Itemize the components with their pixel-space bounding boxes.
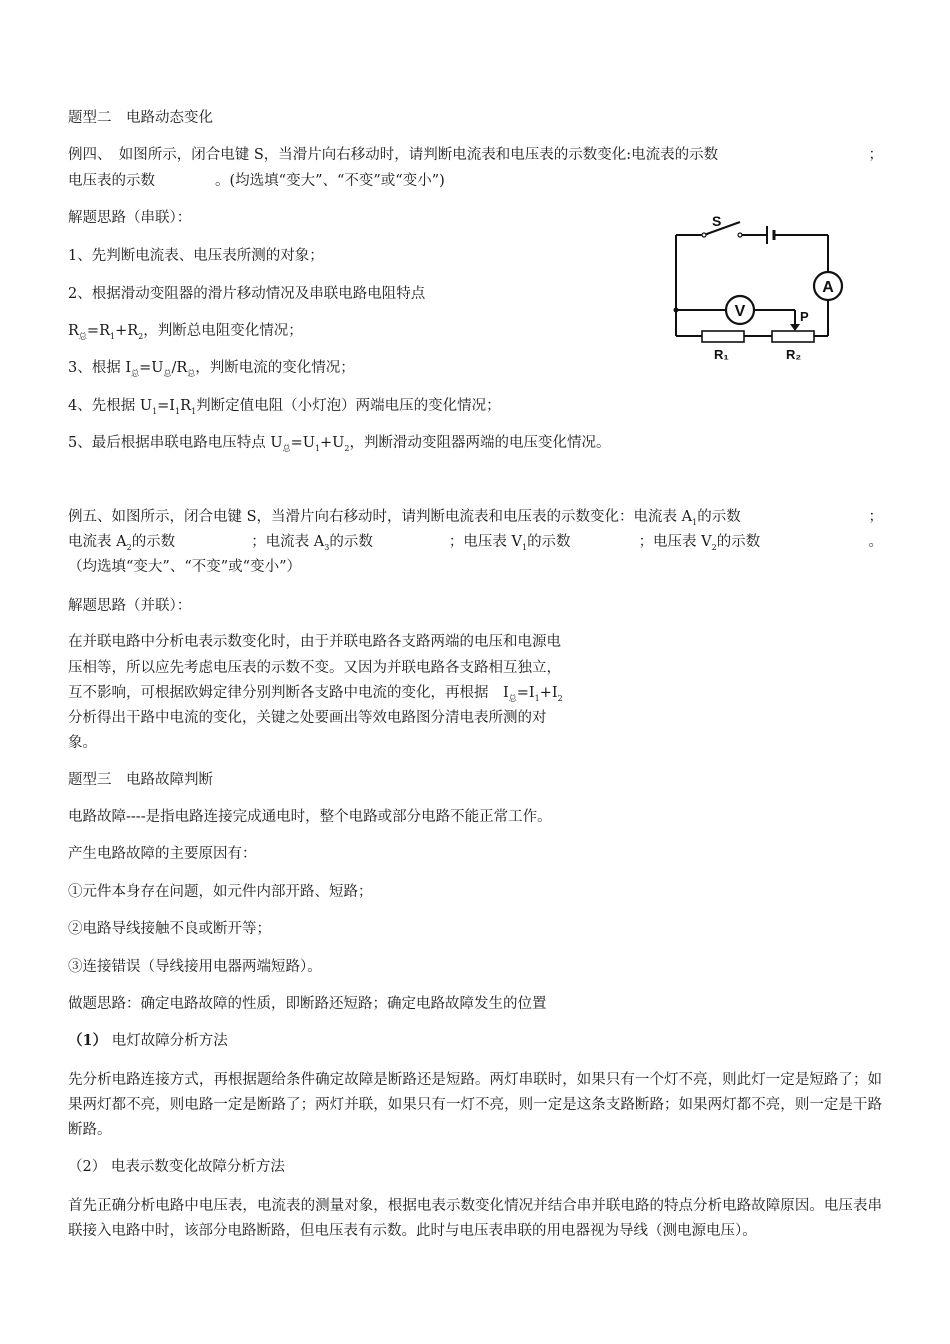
parallel-paragraph-2: 压相等，所以应先考虑电压表的示数不变。又因为并联电路各支路相互独立， xyxy=(68,660,561,676)
slider-label: P xyxy=(800,309,809,324)
fault-cause-3: ③连接错误（导线接用电器两端短路）。 xyxy=(68,959,322,975)
example-5-line-1: 例五、如图所示，闭合电键 S，当滑片向右移动时，请判断电流表和电压表的示数变化：电流表 $A_1$的示数 ； xyxy=(68,509,883,527)
example-5-line-3: （均选填“变大”、“不变”或“变小”） xyxy=(68,559,301,575)
example-4-hint: 。(均选填“变大”、“不变”或“变小”) xyxy=(215,173,445,189)
fault-causes-title: 产生电路故障的主要原因有： xyxy=(68,846,257,862)
method-1-body: 先分析电路连接方式，再根据题给条件确定故障是断路还是短路。两灯串联时，如果只有一个灯不亮，则此灯一定是短路了；如果两灯都不亮，则电路一定是断路了；两灯并联，如果只有一灯不亮，则一定是这条支路断路；如果两灯都不亮，则一定是干路断路。 xyxy=(68,1072,882,1138)
fault-think: 做题思路：确定电路故障的性质，即断路还短路；确定电路故障发生的位置 xyxy=(68,996,547,1012)
parallel-paragraph-4: 分析得出干路中电流的变化，关键之处要画出等效电路图分清电表所测的对 xyxy=(68,710,547,726)
slider-arrow xyxy=(790,324,800,331)
example-4-text: 例四、 如图所示，闭合电键 S，当滑片向右移动时，请判断电流表和电压表的示数变化:电流表的示数 xyxy=(68,147,719,163)
parallel-think-title: 解题思路（并联）： xyxy=(68,598,192,614)
example-4-line-1 xyxy=(68,145,883,165)
section-title-2: 题型二 电路动态变化 xyxy=(68,110,213,126)
fault-definition: 电路故障----是指电路连接完成通电时，整个电路或部分电路不能正常工作。 xyxy=(68,809,552,825)
section-title-3: 题型三 电路故障判断 xyxy=(68,772,213,788)
example-4-voltmeter-text: 电压表的示数 xyxy=(68,173,155,189)
fault-cause-2: ②电路导线接触不良或断开等； xyxy=(68,921,271,937)
example-5-line-2: 电流表 $A_2$的示数 ；电流表 $A_3$的示数 ；电压表 $V_1$的示数 ；电压表 $V_2$的示数 。 xyxy=(68,534,883,552)
series-step-3: 3、根据 $I_总=U_总/R_总$，判断电流的变化情况； xyxy=(68,360,355,378)
example-4-line-2 xyxy=(68,171,445,191)
parallel-paragraph-5: 象。 xyxy=(68,735,97,751)
series-step-4: 4、先根据 $U_1=I_1R_1$判断定值电阻（小灯泡）两端电压的变化情况； xyxy=(68,398,501,416)
parallel-paragraph-3: 互不影响，可根据欧姆定律分别判断各支路中电流的变化，再根据 $I_总=I_1+I_2$ xyxy=(68,685,563,703)
series-step-5: 5、最后根据串联电路电压特点 $U_总=U_1+U_2$，判断滑动变阻器两端的电压变化情况。 xyxy=(68,435,611,453)
resistor-r1 xyxy=(702,331,744,342)
junction-left xyxy=(674,308,679,313)
fault-cause-1: ①元件本身存在问题，如元件内部开路、短路； xyxy=(68,884,373,900)
resistor-r2 xyxy=(772,331,814,342)
switch-contact-right xyxy=(738,233,742,237)
circuit-diagram xyxy=(664,208,854,366)
r2-label: R₂ xyxy=(786,347,802,362)
method-2-heading: （2） 电表示数变化故障分析方法 xyxy=(68,1159,285,1175)
series-step-2: 2、根据滑动变阻器的滑片移动情况及串联电路电阻特点 xyxy=(68,286,426,302)
voltmeter-label: V xyxy=(734,303,746,320)
parallel-paragraph-1: 在并联电路中分析电表示数变化时，由于并联电路各支路两端的电压和电源电 xyxy=(68,634,561,650)
method-1-heading: （1） 电灯故障分析方法 xyxy=(68,1032,228,1049)
series-total-resistance: $R_总=R_1+R_2$，判断总电阻变化情况； xyxy=(68,323,303,341)
r1-label: R₁ xyxy=(714,347,729,362)
example-4-end: ； xyxy=(868,147,883,163)
switch-contact-left xyxy=(702,233,706,237)
switch-label: S xyxy=(712,213,722,229)
switch-lever xyxy=(704,222,740,235)
ammeter-label: A xyxy=(822,279,834,296)
method-2-body: 首先正确分析电路中电压表，电流表的测量对象，根据电表示数变化情况并结合串并联电路的特点分析电路故障原因。电压表串联接入电路中时，该部分电路断路，但电压表有示数。此时与电压表串联的用电器视为导线（测电源电压）。 xyxy=(68,1198,882,1239)
series-step-1: 1、先判断电流表、电压表所测的对象； xyxy=(68,248,324,264)
series-think-title: 解题思路（串联）： xyxy=(68,210,192,226)
